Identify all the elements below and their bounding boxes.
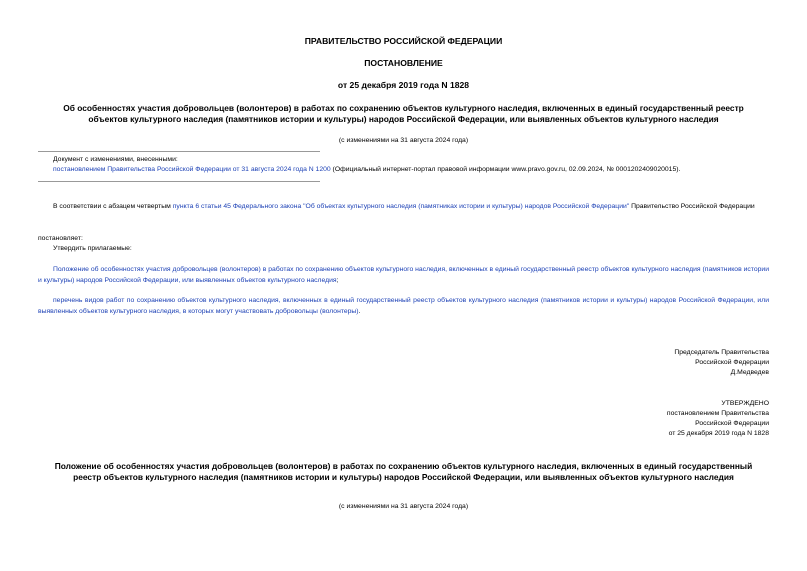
amendment-link[interactable]: постановлением Правительства Российской Федерации от 31 августа 2024 года N 1200	[53, 166, 331, 173]
decrees-word: постановляет:	[38, 235, 83, 242]
item1-end: ;	[336, 277, 339, 284]
item2-end: .	[358, 308, 361, 315]
signature-name: Д.Медведев	[730, 369, 769, 376]
edition-note: (с изменениями на 31 августа 2024 года)	[338, 137, 469, 144]
government-heading: ПРАВИТЕЛЬСТВО РОССИЙСКОЙ ФЕДЕРАЦИИ	[304, 36, 503, 46]
annex-item-2	[38, 295, 769, 317]
approved-label: УТВЕРЖДЕНО	[721, 400, 769, 407]
signature-country: Российской Федерации	[695, 359, 769, 366]
annex-title: Положение об особенностях участия добровольцев (волонтеров) в работах по сохранению объектов культурного наследия, включенных в единый государственный реестр объектов культурного наследия (памятников истории и культуры) народов Российской Федерации, или выявленных объектов культурного наследия	[54, 461, 753, 482]
work-list-link[interactable]: перечень видов работ по сохранению объектов культурного наследия, включенных в единый государственный реестр объектов культурного наследия (памятников истории и культуры) народов Российской Федерации, или выявленных объектов культурного наследия, в которых могут участвовать добровольцы (волонтеры)	[38, 297, 769, 315]
preamble	[38, 201, 769, 212]
document-type: ПОСТАНОВЛЕНИЕ	[364, 58, 443, 68]
federal-law-link[interactable]: пункта 6 статьи 45 Федерального закона "Об объектах культурного наследия (памятниках истории и культуры) народов Российской Федерации"	[172, 203, 630, 210]
document-date-number: от 25 декабря 2019 года N 1828	[337, 80, 470, 90]
regulation-link[interactable]: Положение об особенностях участия добровольцев (волонтеров) в работах по сохранению объектов культурного наследия, включенных в единый государственный реестр объектов культурного наследия (памятников истории и культуры) народов Российской Федерации, или выявленных объектов культурного наследия	[38, 266, 769, 284]
preamble-start: В соответствии с абзацем четвертым	[53, 203, 173, 210]
amendment-source: (Официальный интернет-портал правовой информации www.pravo.gov.ru, 02.09.2024, № 0001202409020015).	[330, 166, 681, 173]
approved-date: от 25 декабря 2019 года N 1828	[668, 430, 769, 437]
approved-country: Российской Федерации	[695, 420, 769, 427]
approve-line: Утвердить прилагаемые:	[53, 245, 132, 252]
preamble-end: Правительство Российской Федерации	[629, 203, 755, 210]
document-title: Об особенностях участия добровольцев (волонтеров) в работах по сохранению объектов культурного наследия, включенных в единый государственный реестр объектов культурного наследия (памятников истории и культуры) народов Российской Федерации, или выявленных объектов культурного наследия	[63, 103, 744, 124]
changes-bottom-rule	[38, 181, 320, 182]
changes-top-rule	[38, 151, 320, 152]
signature-position: Председатель Правительства	[674, 349, 769, 356]
annex-edition-note: (с изменениями на 31 августа 2024 года)	[338, 503, 469, 510]
changes-label: Документ с изменениями, внесенными:	[53, 156, 178, 163]
changes-entry	[53, 166, 783, 173]
approved-by: постановлением Правительства	[666, 410, 769, 417]
annex-item-1	[38, 264, 769, 286]
